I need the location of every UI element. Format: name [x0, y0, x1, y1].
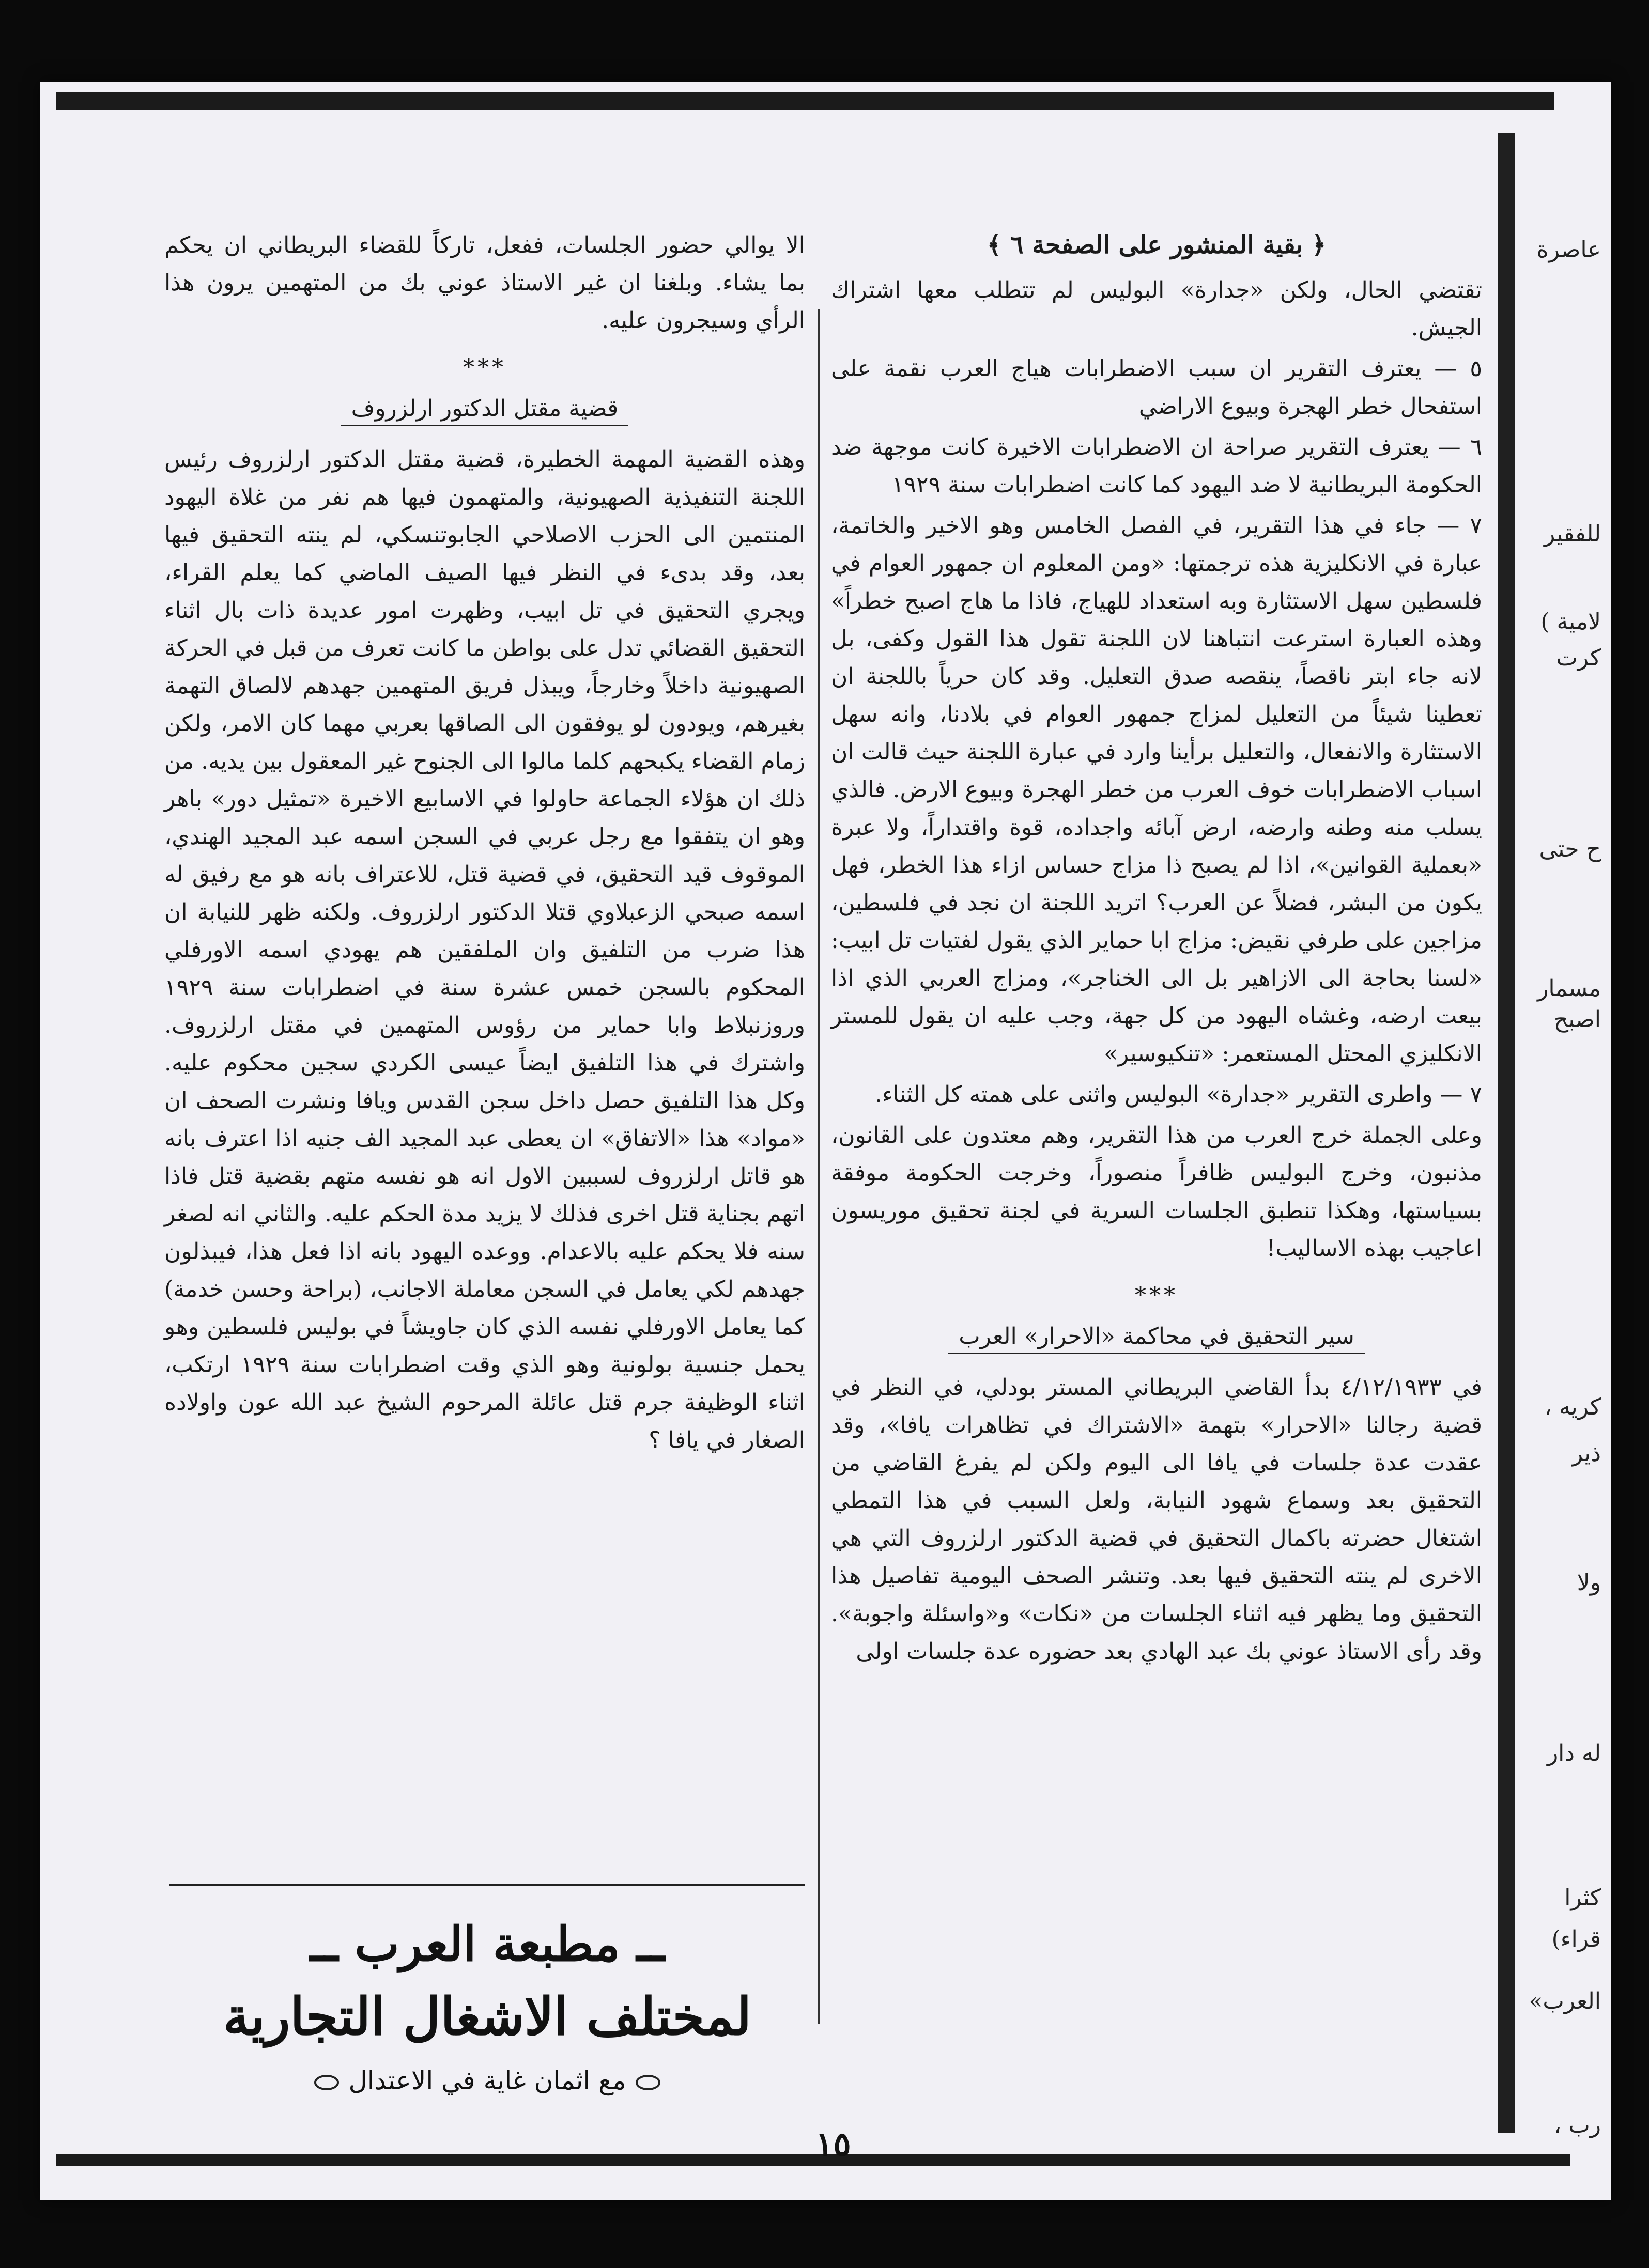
- adjacent-page-fragment: كريه ،: [1544, 1394, 1601, 1420]
- adjacent-page-fragment: له دار: [1547, 1740, 1601, 1766]
- scan-edge-top: [56, 92, 1554, 110]
- adjacent-page-fragment: كثرا: [1564, 1885, 1601, 1911]
- right-column: [831, 226, 1482, 1673]
- adjacent-page-fragment: ولا: [1577, 1570, 1601, 1596]
- left-column-intro: [164, 226, 805, 339]
- continuation-heading: ﴿ بقية المنشور على الصفحة ٦ ﴾: [987, 230, 1327, 259]
- paragraph: وهذه القضية المهمة الخطيرة، قضية مقتل الدكتور ارلزروف رئيس اللجنة التنفيذية الصهيونية، والمتهمون فيها هم نفر من غلاة اليهود المنتمين الى الحزب الاصلاحي الجابوتنسكي، لم ينته التحقيق فيها بعد، وقد بدىء في النظر فيها الصيف الماضي كما يعلم القراء، ويجري التحقيق في تل ابيب، وظهرت امور عديدة ذات بال اثناء التحقيق القضائي تدل على بواطن ما كانت تعرف من قبل في الحركة الصهيونية داخلاً وخارجاً، ويبذل فريق المتهمين جهدهم لالصاق التهمة بغيرهم، ويودون لو يوفقون الى الصاقها بعربي مهما كان الامر، ولكن زمام القضاء يكبحهم كلما مالوا الى الجنوح غير المعقول بين يديه. من ذلك ان هؤلاء الجماعة حاولوا في الاسابيع الاخيرة «تمثيل دور» باهر وهو ان يتفقوا مع رجل عربي في السجن اسمه عبد المجيد الهندي، الموقوف قيد التحقيق، في قضية قتل، للاعتراف بانه هو مع رفيق له اسمه صبحي الزعبلاوي قتلا الدكتور ارلزروف. ولكنه ظهر للنيابة ان هذا ضرب من التلفيق وان الملفقين هم يهودي اسمه الاورفلي المحكوم بالسجن خمس عشرة سنة في اضطرابات سنة ١٩٢٩ وروزنبلاط وابا حماير من رؤوس المتهمين في مقتل ارلزروف. واشترك في هذا التلفيق ايضاً عيسى الكردي سجين محكوم عليه. وكل هذا التلفيق حصل داخل سجن القدس ويافا ونشرت الصحف ان «مواد» هذا «الاتفاق» ان يعطى عبد المجيد الف جنيه اذا اعترف بانه هو قاتل ارلزروف لسببين الاول انه هو نفسه متهم بقضية قتل فاذا اتهم بجناية قتل اخرى فذلك لا يزيد مدة الحكم عليه. والثاني انه لصغر سنه فلا يحكم عليه بالاعدام. ووعده اليهود بانه اذا فعل هذا، فيبذلون جهدهم لكي يعامل في السجن معاملة الاجانب، (براحة وحسن خدمة) كما يعامل الاورفلي نفسه الذي كان جاويشاً في بوليس فلسطين وهو يحمل جنسية بولونية وهو الذي وقت اضطرابات سنة ١٩٢٩ ارتكب، اثناء الوظيفة جرم قتل عائلة المرحوم الشيخ عبد الله عون واولاده الصغار في يافا ؟: [164, 446, 806, 1453]
- adjacent-page-fragment: قراء): [1551, 1926, 1601, 1952]
- advert-subtitle: لمختلف الاشغال التجارية: [223, 1986, 752, 2047]
- advert-tagline-text: مع اثمان غاية في الاعتدال: [348, 2065, 626, 2095]
- adjacent-page-fragment: لامية ): [1540, 609, 1601, 635]
- paragraph: ٦ — يعترف التقرير صراحة ان الاضطرابات الاخيرة كانت موجهة ضد الحكومة البريطانية لا ضد اليهود كما كانت اضطرابات سنة ١٩٢٩: [831, 434, 1482, 498]
- adjacent-page-fragment: للفقير: [1544, 521, 1601, 547]
- left-column: [164, 226, 805, 1462]
- ornament-icon: [314, 2075, 339, 2090]
- adjacent-page-sliver: [1515, 128, 1611, 2138]
- paragraph: ٧ — واطرى التقرير «جدارة» البوليس واثنى على همته كل الثناء.: [875, 1081, 1482, 1108]
- section-stars: ***: [463, 354, 506, 381]
- paragraph: الا يوالي حضور الجلسات، ففعل، تاركاً للقضاء البريطاني ان يحكم بما يشاء. وبلغنا ان غير الاستاذ عوني بك من المتهمين يرون هذا الرأي وسيجرون عليه.: [164, 232, 805, 334]
- paragraph: ٧ — جاء في هذا التقرير، في الفصل الخامس وهو الاخير والخاتمة، عبارة في الانكليزية هذه ترجمتها: «ومن المعلوم ان جمهور العوام في فلسطين سهل الاستثارة وبه استعداد للهياج، فاذا ما هاج اصبح خطراً» وهذه العبارة استرعت انتباهنا لان اللجنة تقول هذا القول وكفى، بل لانه جاء ابتر ناقصاً، ينقصه صدق التعليل. وقد كان حرياً باللجنة ان تعطينا شيئاً من التعليل لمزاج جمهور العوام في بلادنا، وانه سهل الاستثارة والانفعال، والتعليل برأينا وارد في عبارة اللجنة حيث قالت ان اسباب الاضطرابات خوف العرب من خطر الهجرة وبيوع الارض. فالذي يسلب منه وطنه وارضه، ارض آبائه واجداده، قوة واقتداراً، ولا عبرة «بعملية القوانين»، اذا لم يصبح ذا مزاج حساس ازاء هذا الخطر، فهل يكون من البشر، فضلاً عن العرب؟ اتريد اللجنة ان نجد في فلسطين، مزاجين على طرفي نقيض: مزاج ابا حماير الذي يقول لفتيات تل ابيب: «لسنا بحاجة الى الازاهير بل الى الخناجر»، ومزاج العربي الذي اذا بيعت ارضه، وغشاه اليهود من كل جهة، وجب عليه ان يقول للمستر الانكليزي المحتل المستعمر: «تنكيوسير»: [831, 512, 1483, 1067]
- press-advertisement: [169, 1910, 805, 2095]
- ornament-icon: [636, 2075, 660, 2090]
- arlosoroff-subheading: قضية مقتل الدكتور ارلزروف: [341, 395, 629, 426]
- adjacent-page-fragment: ذير: [1571, 1440, 1601, 1467]
- section-stars: ***: [1135, 1282, 1178, 1309]
- advert-title: ــ مطبعة العرب ــ: [310, 1916, 665, 1972]
- adjacent-page-fragment: اصبح: [1553, 1006, 1601, 1033]
- scan-edge-bottom: [56, 2154, 1570, 2166]
- adjacent-page-fragment: رب ،: [1554, 2112, 1601, 2138]
- trial-article-body: [831, 1369, 1482, 1670]
- column-divider: [818, 309, 820, 2024]
- advert-tagline: [169, 2065, 805, 2095]
- scanned-page: [40, 82, 1611, 2200]
- page-number: ١٥: [815, 2125, 851, 2164]
- adjacent-page-fragment: عاصرة: [1536, 237, 1601, 263]
- adjacent-page-fragment: كرت: [1556, 645, 1601, 671]
- adjacent-page-fragment: ح حتى: [1539, 836, 1601, 862]
- section-subheading: [164, 390, 805, 427]
- adjacent-page-fragment: مسمار: [1537, 975, 1601, 1002]
- trial-subheading: سير التحقيق في محاكمة «الاحرار» العرب: [948, 1323, 1365, 1354]
- right-column-body: [831, 271, 1482, 1267]
- paragraph: في ٤/١٢/١٩٣٣ بدأ القاضي البريطاني المستر بودلي، في النظر في قضية رجالنا «الاحرار» بتهمة «الاشتراك في تظاهرات يافا»، وقد عقدت عدة جلسات في يافا الى اليوم ولكن لم يفرغ القاضي من التحقيق بعد وسماع شهود النيابة، ولعل السبب في هذا التمطي اشتغال حضرته باكمال التحقيق في قضية الدكتور ارلزروف التي هي الاخرى لم ينته التحقيق فيها بعد. وتنشر الصحف اليومية تفاصيل هذا التحقيق وما يظهر فيه اثناء الجلسات من «نكات» و«واسئلة واجوبة». وقد رأى الاستاذ عوني بك عبد الهادي بعد حضوره عدة جلسات اولى: [831, 1374, 1482, 1665]
- paragraph: ٥ — يعترف التقرير ان سبب الاضطرابات هياج العرب نقمة على استفحال خطر الهجرة وبيوع الاراضي: [831, 355, 1482, 420]
- advert-divider: [169, 1884, 805, 1886]
- arlosoroff-article-body: [164, 441, 805, 1459]
- adjacent-page-fragment: العرب»: [1529, 1988, 1601, 2014]
- paragraph: تقتضي الحال، ولكن «جدارة» البوليس لم تتطلب معها اشتراك الجيش.: [831, 277, 1482, 341]
- paragraph: وعلى الجملة خرج العرب من هذا التقرير، وهم معتدون على القانون، مذنبون، وخرج البوليس ظافراً منصوراً، وخرجت الحكومة موفقة بسياستها، وهكذا تنطبق الجلسات السرية في لجنة تحقيق موريسون اعاجيب بهذه الاساليب!: [831, 1122, 1482, 1262]
- section-subheading: [831, 1317, 1482, 1355]
- scan-edge-right: [1498, 133, 1515, 2133]
